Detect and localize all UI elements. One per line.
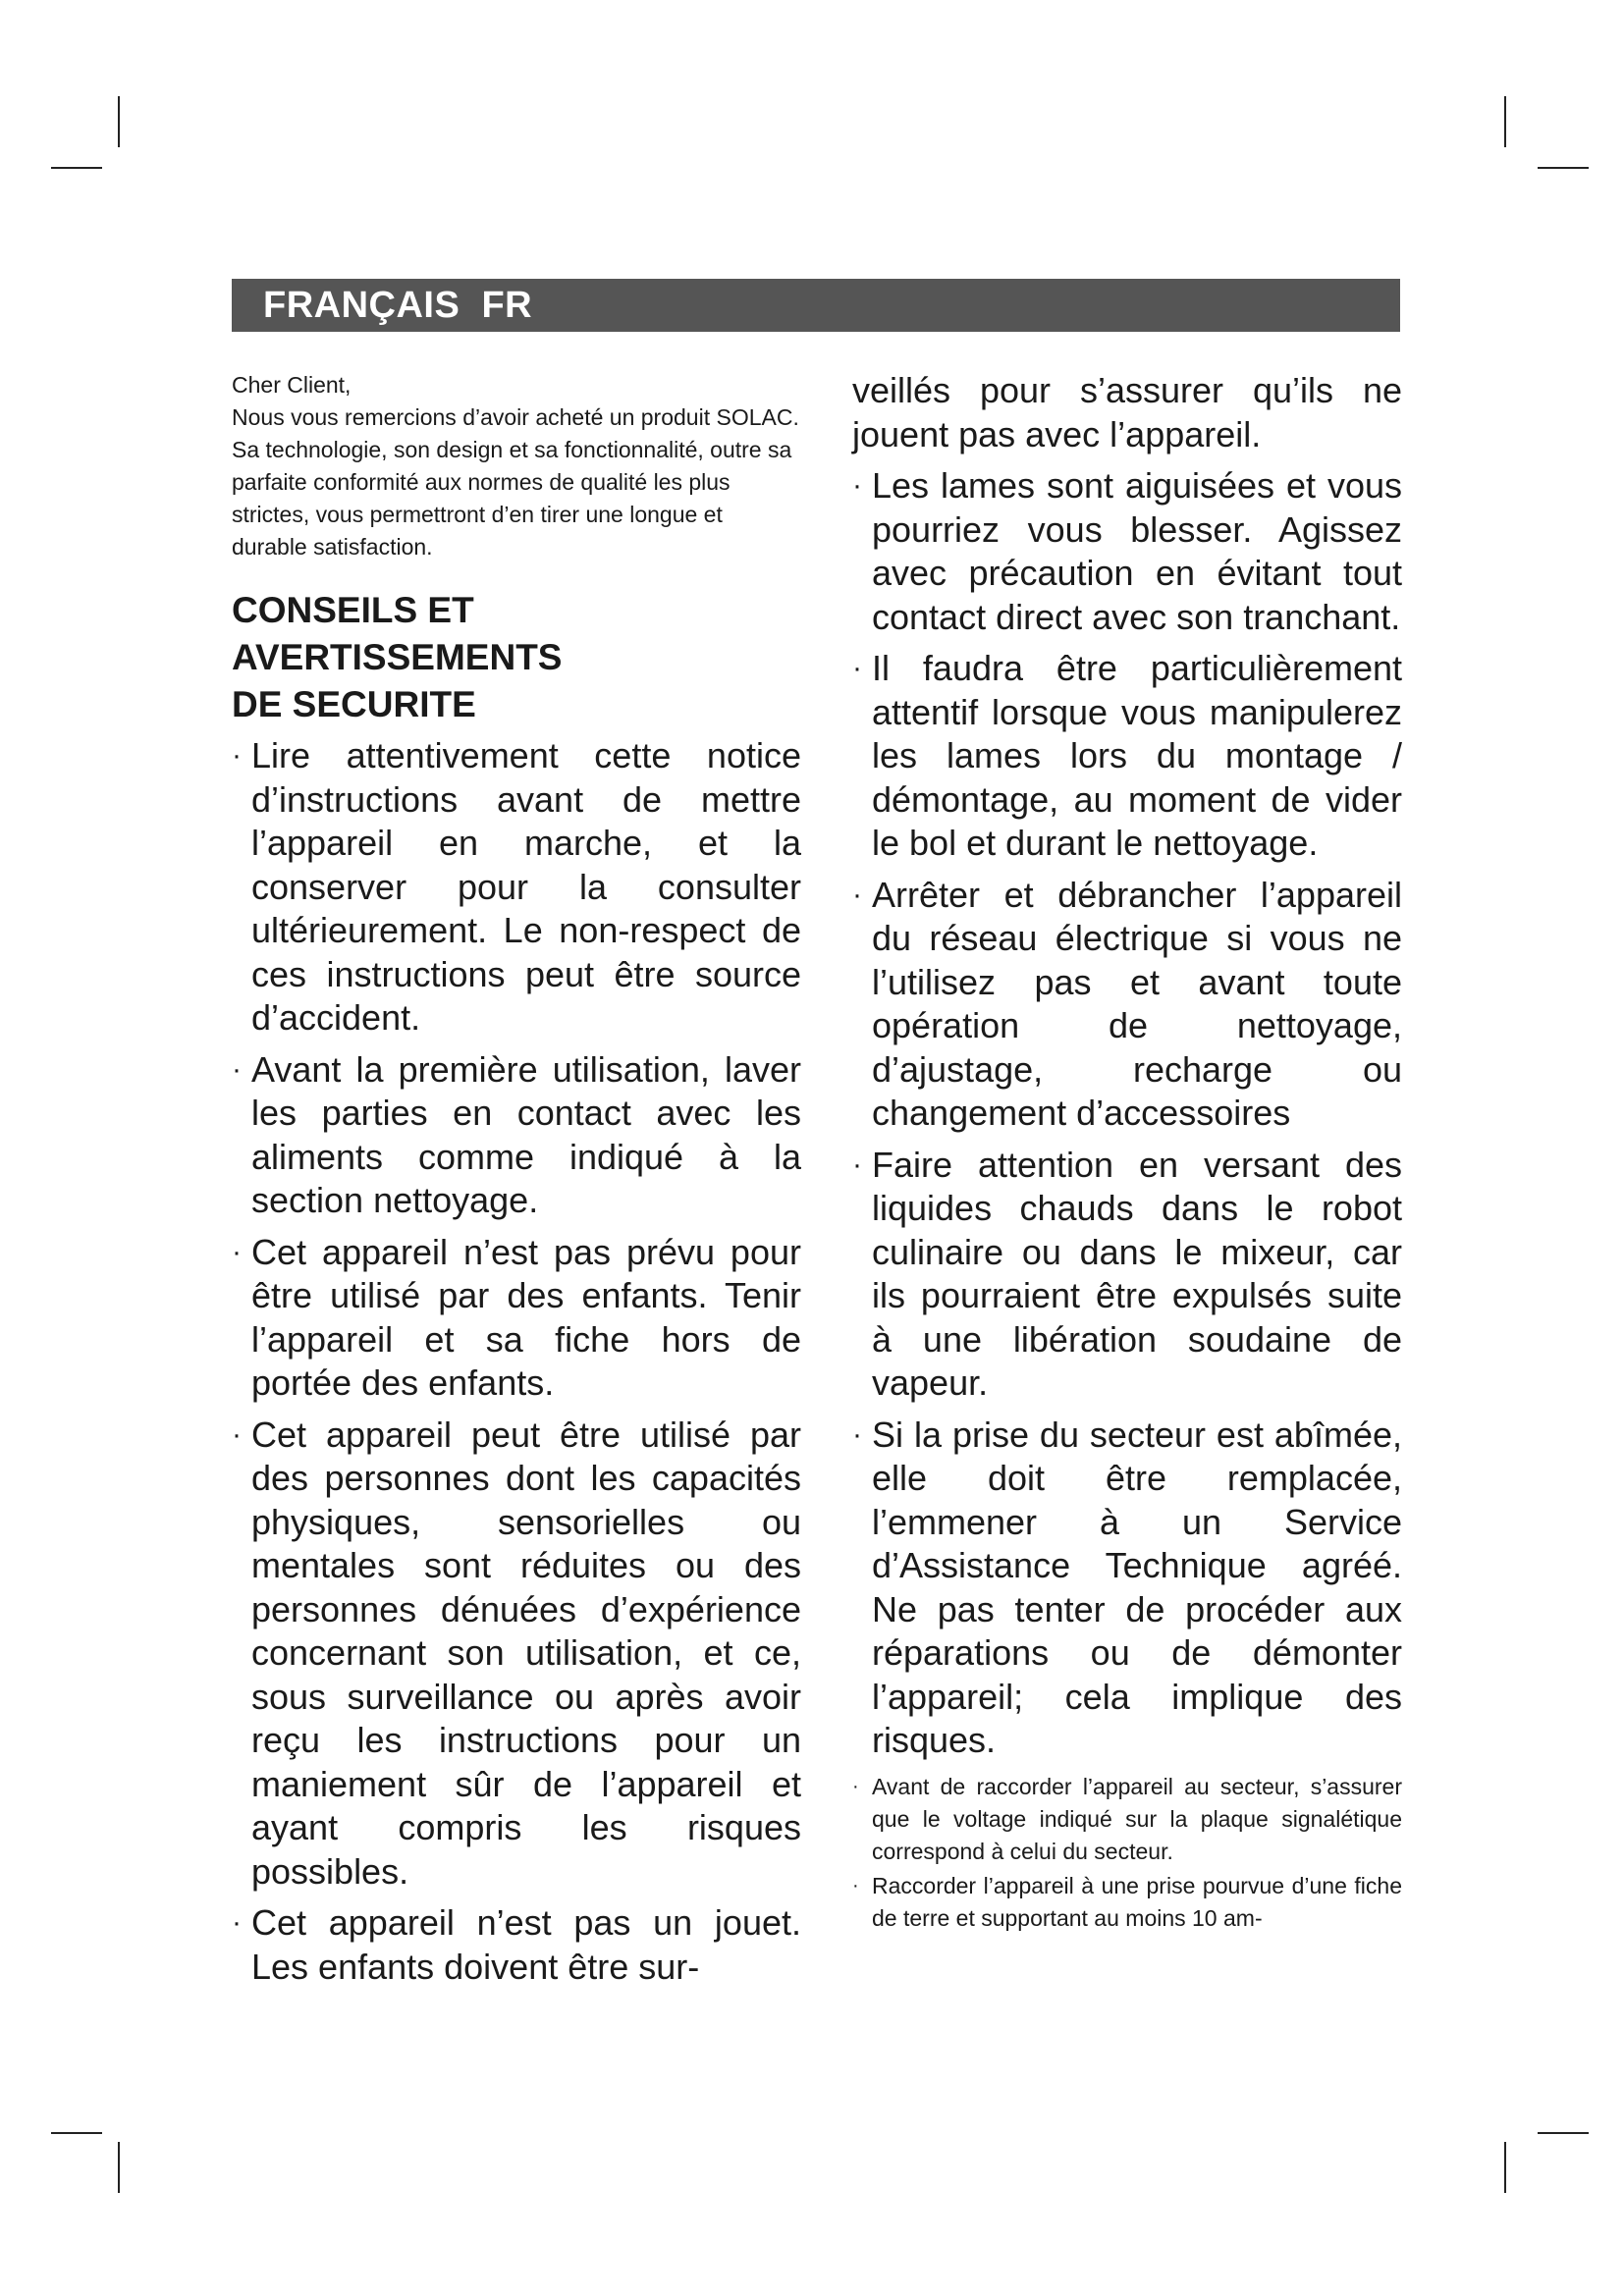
right-safety-list [852,464,1402,1935]
bullet-icon: · [232,1235,242,1268]
list-item-small [852,1771,1402,1868]
bullet-icon: · [852,469,862,502]
list-item-text: Cet appareil n’est pas prévu pour être utilisé par des enfants. Tenir l’appareil et sa fiche hors de portée des enfants. [251,1231,801,1403]
list-item-text: Arrêter et débrancher l’appareil du réseau électrique si vous ne l’utilisez pas et avant toute opération de nettoyage, d’ajustage, recharge ou changement d’accessoires [872,874,1402,1133]
list-item [852,1144,1402,1406]
bullet-icon: · [232,1906,242,1939]
list-item-text: Si la prise du secteur est abîmée, elle doit être remplacée, l’emmener à un Service d’Assistance Technique agréé. Ne pas tenter de procéder aux réparations ou de démonter l’appareil; cela implique des risques. [872,1414,1402,1760]
list-item-text: Avant de raccorder l’appareil au secteur, s’assurer que le voltage indiqué sur la plaque signalétique correspond à celui du secteur. [872,1773,1402,1864]
list-item [232,1048,801,1223]
crop-mark-bottom-right-vertical [1504,2142,1506,2193]
crop-mark-bottom-left-vertical [118,2142,120,2193]
crop-mark-bottom-left-horizontal [51,2132,102,2134]
bullet-icon: · [232,1417,242,1451]
section-title [232,587,801,728]
crop-mark-top-right-vertical [1504,96,1506,147]
right-column [852,369,1402,1937]
left-column [232,369,801,1997]
list-item [232,1414,801,1895]
list-item [232,734,801,1041]
language-header-bar [232,279,1400,332]
section-title-line-1: CONSEILS ET [232,590,474,630]
crop-mark-bottom-right-horizontal [1538,2132,1589,2134]
intro-block [232,369,801,563]
list-item-text: Cet appareil n’est pas un jouet. Les enfants doivent être sur- [251,1902,801,1987]
bullet-icon: · [852,878,862,911]
list-item-text: Avant la première utilisation, laver les parties en contact avec les aliments comme indiqué à la section nettoyage. [251,1048,801,1220]
list-item-text: Lire attentivement cette notice d’instructions avant de mettre l’appareil en marche, et la conserver pour la consulter ultérieurement. Le non-respect de ces instructions peut être source d’accident. [251,735,801,1038]
list-item [852,464,1402,639]
intro-greeting: Cher Client, [232,372,352,398]
list-item-text: Raccorder l’appareil à une prise pourvue d’une fiche de terre et supportant au moins 10 am- [872,1872,1402,1931]
crop-mark-top-left-horizontal [51,167,102,169]
list-item [232,1901,801,1989]
list-item-text: Les lames sont aiguisées et vous pourriez vous blesser. Agissez avec précaution en évitant tout contact direct avec son tranchant. [872,465,1402,637]
crop-mark-top-right-horizontal [1538,167,1589,169]
bullet-icon: · [232,739,242,772]
section-title-line-3: DE SECURITE [232,684,476,724]
list-item-text: Il faudra être particulièrement attentif lorsque vous manipulerez les lames lors du montage / démontage, au moment de vider le bol et durant le nettoyage. [872,648,1402,863]
bullet-icon: · [852,1148,862,1181]
intro-thanks: Nous vous remercions d’avoir acheté un produit SOLAC. [232,404,799,430]
continued-text: veillés pour s’assurer qu’ils ne jouent pas avec l’appareil. [852,370,1402,454]
section-title-line-2: AVERTISSEMENTS [232,637,563,677]
list-item-small [852,1870,1402,1935]
list-item-text: Cet appareil peut être utilisé par des personnes dont les capacités physiques, sensorielles ou mentales sont réduites ou des personnes dénuées d’expérience concernant son utilisation, et ce, sous surveillance ou après avoir reçu les instructions pour un maniement sûr de l’appareil et ayant compris les risques possibles. [251,1414,801,1892]
list-item-text: Faire attention en versant des liquides chauds dans le robot culinaire ou dans le mixeur, car ils pourraient être expulsés suite à une libération soudaine de vapeur. [872,1144,1402,1403]
bullet-icon: · [232,1052,242,1086]
list-item [852,874,1402,1136]
list-item [852,1414,1402,1763]
left-safety-list [232,734,801,1989]
list-item [852,647,1402,866]
bullet-icon: · [852,1775,859,1797]
bullet-icon: · [852,652,862,684]
bullet-icon: · [852,1417,862,1451]
crop-mark-top-left-vertical [118,96,120,147]
bullet-icon: · [852,1874,859,1896]
list-item [232,1231,801,1406]
intro-body: Sa technologie, son design et sa fonctionnalité, outre sa parfaite conformité aux normes de qualité les plus strictes, vous permettront d’en tirer une longue et durable satisfaction. [232,437,792,560]
language-label: FRANÇAIS FR [263,285,533,326]
